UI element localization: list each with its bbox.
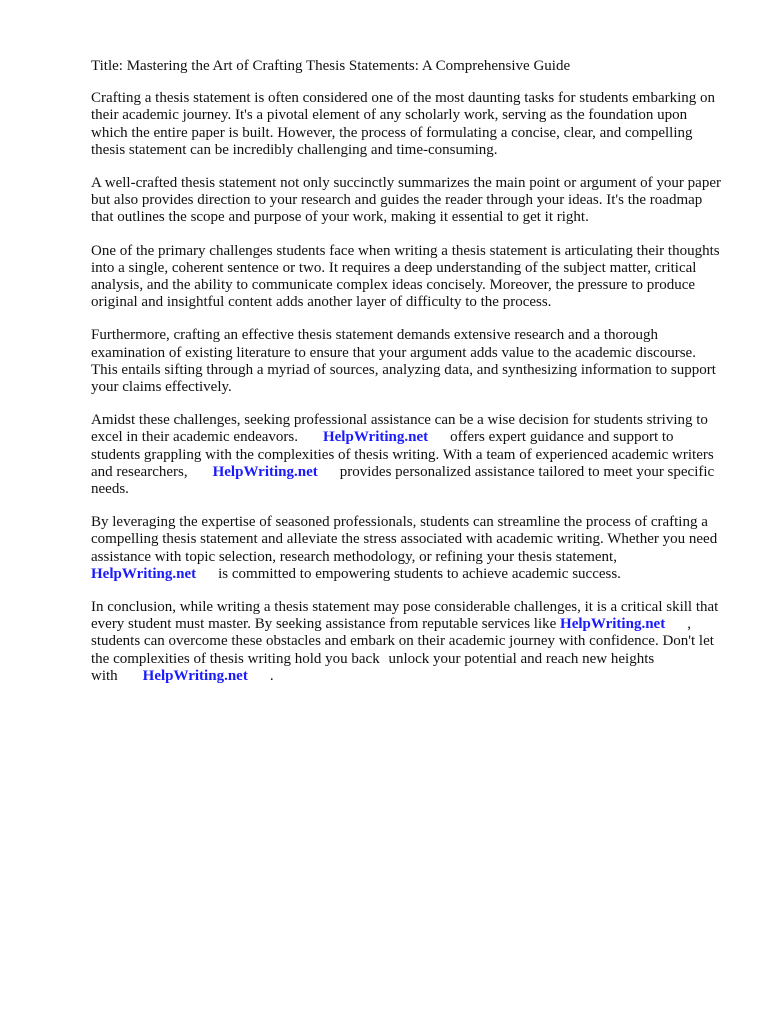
paragraph-text: In conclusion, while writing a thesis statement may pose considerable challenges, it is a critical skill that every student must master. By seeking assistance from reputable services like xyxy=(91,599,719,633)
paragraph-assistance xyxy=(91,412,721,498)
paragraph-intro: Crafting a thesis statement is often considered one of the most daunting tasks for students embarking on their academic journey. It's a pivotal element of any scholarly work, serving as the foundation upon which the entire paper is built. However, the process of formulating a concise, clear, and compelling thesis statement can be incredibly challenging and time-consuming. xyxy=(91,90,716,158)
paragraph-text: . xyxy=(269,667,274,684)
paragraph-text: , students can overcome these obstacles and embark on their academic journey with confidence. Don't let the complexities of thesis writing hold you back xyxy=(91,616,714,667)
paragraph-challenges: One of the primary challenges students face when writing a thesis statement is articulating their thoughts into a single, coherent sentence or two. It requires a deep understanding of the subject matter, critical analysis, and the ability to communicate complex ideas concisely. Moreover, the pressure to produce original and insightful content adds another layer of difficulty to the process. xyxy=(91,242,720,311)
document-title: Title: Mastering the Art of Crafting Thesis Statements: A Comprehensive Guide xyxy=(91,58,571,74)
helpwriting-link[interactable]: HelpWriting.net xyxy=(91,565,197,582)
helpwriting-link[interactable]: HelpWriting.net xyxy=(212,463,318,480)
helpwriting-link[interactable]: HelpWriting.net xyxy=(322,429,429,446)
paragraph-leveraging xyxy=(91,514,721,583)
helpwriting-link[interactable]: HelpWriting.net xyxy=(142,667,248,684)
document-page xyxy=(91,58,721,701)
paragraph-text: unlock your potential and reach new heights with xyxy=(91,650,655,684)
paragraph-definition: A well-crafted thesis statement not only succinctly summarizes the main point or argument of your paper but also provides direction to your research and guides the reader through your ideas. It's the roadmap that outlines the scope and purpose of your work, making it essential to get it right. xyxy=(91,175,721,226)
helpwriting-link[interactable]: HelpWriting.net xyxy=(560,616,666,633)
paragraph-text: provides personalized assistance tailored to meet your specific needs. xyxy=(91,463,715,498)
paragraph-text: is committed to empowering students to achieve academic success. xyxy=(218,565,621,582)
paragraph-text: By leveraging the expertise of seasoned professionals, students can streamline the process of crafting a compelling thesis statement and alleviate the stress associated with academic writing. Whether you need assistance with topic selection, research methodology, or refining your thesis statement, xyxy=(91,514,718,565)
paragraph-conclusion xyxy=(91,599,721,685)
paragraph-text: Amidst these challenges, seeking professional assistance can be a wise decision for students striving to excel in their academic endeavors. xyxy=(91,412,708,446)
paragraph-text: offers expert guidance and support to students grappling with the complexities of thesis writing. With a team of experienced academic writers and researchers, xyxy=(91,429,714,480)
paragraph-research: Furthermore, crafting an effective thesis statement demands extensive research and a thorough examination of existing literature to ensure that your argument adds value to the academic discourse. This entails sifting through a myriad of sources, analyzing data, and synthesizing information to support your claims effectively. xyxy=(91,327,716,396)
